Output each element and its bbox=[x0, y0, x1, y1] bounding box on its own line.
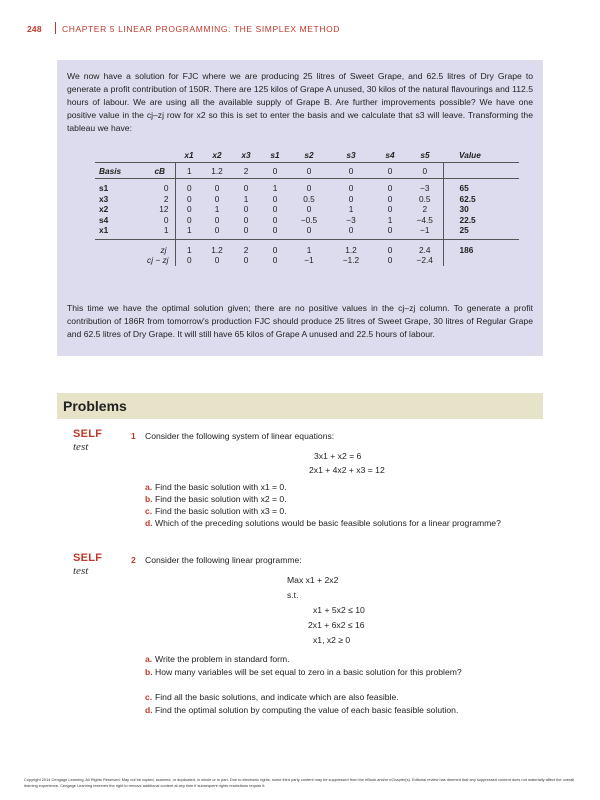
tableau-cj-row bbox=[95, 163, 519, 179]
tableau-cell: 0 bbox=[231, 225, 261, 239]
chapter-title: CHAPTER 5 LINEAR PROGRAMMING: THE SIMPLEX METHOD bbox=[62, 24, 341, 34]
col-s5: s5 bbox=[420, 150, 430, 160]
tableau-cell: 0 bbox=[373, 225, 407, 239]
tableau-cell: 0 bbox=[175, 215, 203, 226]
tableau-cell: 0 bbox=[243, 204, 249, 215]
simplex-tableau bbox=[95, 148, 519, 266]
cb-header: cB bbox=[145, 163, 175, 179]
tableau-cell: 0 bbox=[306, 204, 312, 215]
list-item: a. Write the problem in standard form. bbox=[145, 654, 290, 664]
tableau-cell: 0 bbox=[243, 183, 249, 194]
tableau-cell: −3 bbox=[420, 183, 430, 194]
equation-2: 2x1 + 4x2 + x3 = 12 bbox=[309, 465, 385, 475]
cj-cell: 0 bbox=[289, 163, 329, 179]
tableau-cell: 0 bbox=[175, 204, 203, 215]
basis-cell: x2 bbox=[99, 204, 109, 215]
cj-zj-cell: 0 bbox=[272, 255, 278, 266]
col-value: Value bbox=[459, 150, 481, 160]
example-box bbox=[57, 60, 543, 356]
question-text: Consider the following linear programme: bbox=[145, 555, 302, 565]
question-number: 2 bbox=[131, 555, 136, 565]
tableau-cell: 0 bbox=[214, 214, 220, 225]
tableau-cell: 1 bbox=[243, 193, 249, 204]
tableau-column-headers bbox=[95, 148, 519, 163]
table-row bbox=[95, 204, 519, 215]
table-row bbox=[95, 194, 519, 205]
equation-1: 3x1 + x2 = 6 bbox=[314, 451, 362, 461]
problems-band bbox=[57, 393, 543, 419]
list-item: d. Which of the preceding solutions would be basic feasible solutions for a linear programme? bbox=[145, 518, 501, 528]
value-cell: 22.5 bbox=[443, 215, 519, 226]
tableau-cell: −4.5 bbox=[416, 214, 433, 225]
list-item: b. How many variables will be set equal to zero in a basic solution for this problem? bbox=[145, 667, 462, 677]
tableau-cell: 1 bbox=[348, 204, 354, 215]
tableau-cell: 0 bbox=[387, 204, 393, 215]
cb-cell: 0 bbox=[163, 214, 169, 225]
basis-cell: s4 bbox=[99, 214, 109, 225]
example-intro: We now have a solution for FJC where we are producing 25 litres of Sweet Grape, and 62.5 litres of Dry Grape to generate a profit contribution of 150R. There are 125 kilos of Grape A unused, 30 kilos of the natural flavourings and 112.5 hours of labour. We are using all the available supply of Grape B. Are further improvements possible? We have one positive value in the cj–zj row for x2 so this is set to enter the basis and we calculate that s3 will leave. Transforming the tableau we have: bbox=[67, 71, 533, 133]
cj-zj-cell: −1 bbox=[304, 255, 314, 266]
col-s3: s3 bbox=[346, 150, 356, 160]
tableau-cell: 0 bbox=[203, 225, 231, 239]
tableau-cell: 0 bbox=[175, 194, 203, 205]
list-item: b. Find the basic solution with x2 = 0. bbox=[145, 494, 287, 504]
question-number: 1 bbox=[131, 431, 136, 441]
tableau-cell: 1 bbox=[272, 183, 278, 194]
problems-title: Problems bbox=[63, 398, 127, 414]
cb-cell: 12 bbox=[159, 204, 169, 215]
cj-zj-cell: −1.2 bbox=[342, 255, 360, 266]
value-cell: 25 bbox=[443, 225, 519, 239]
tableau-cell: 1 bbox=[387, 214, 393, 225]
basis-header: Basis bbox=[95, 163, 145, 179]
list-item: a. Find the basic solution with x1 = 0. bbox=[145, 482, 287, 492]
zj-cell: 0 bbox=[272, 244, 278, 255]
list-item: c. Find all the basic solutions, and indicate which are also feasible. bbox=[145, 692, 399, 702]
cb-cell: 0 bbox=[163, 183, 169, 194]
page-number: 248 bbox=[27, 24, 42, 34]
subject-to-label: s.t. bbox=[287, 590, 299, 600]
table-row bbox=[95, 225, 519, 239]
zj-cell: 1 bbox=[306, 244, 312, 255]
cj-zj-cell: 0 bbox=[387, 255, 393, 266]
tableau-cell: 0 bbox=[214, 183, 220, 194]
self-test-label: SELF bbox=[73, 552, 103, 564]
list-item: d. Find the optimal solution by computing the value of each basic feasible solution. bbox=[145, 705, 459, 715]
tableau-cell: −0.5 bbox=[300, 214, 318, 225]
tableau-cell: 0 bbox=[175, 179, 203, 194]
tableau-cell: 0 bbox=[272, 193, 278, 204]
self-test-label: SELF bbox=[73, 428, 103, 440]
zj-row bbox=[95, 239, 519, 255]
example-conclusion: This time we have the optimal solution given; there are no positive values in the cj–zj column. To generate a profit contribution of 186R from tomorrow's production FJC should produce 25 litres of Sweet Grape, 30 litres of Regular Grape and 62.5 litres of Dry Grape. It will still have 65 kilos of Grape A unused and 22.5 hours of labour. bbox=[67, 303, 533, 339]
cj-zj-label: cj − zj bbox=[147, 255, 169, 266]
tableau-cell: 0 bbox=[348, 193, 354, 204]
tableau-cell: 0.5 bbox=[303, 193, 315, 204]
tableau-cell: 1 bbox=[214, 204, 220, 215]
tableau-cell: 2 bbox=[422, 204, 428, 215]
self-test-sublabel: test bbox=[73, 441, 89, 453]
copyright-footer: Copyright 2014 Cengage Learning. All Rights Reserved. May not be copied, scanned, or duplicated, in whole or in part. Due to electronic rights, some third party content may be suppressed from the eBook and/or eChapter(s). Editorial review has deemed that any suppressed content does not materially affect the overall learning experience. Cengage Learning reserves the right to remove additional content at any time if subsequent rights restrictions require it. bbox=[24, 777, 575, 788]
cj-zj-cell: −2.4 bbox=[416, 255, 433, 266]
tableau-cell: 0 bbox=[387, 193, 393, 204]
zj-cell: 0 bbox=[387, 244, 393, 255]
zj-label: zj bbox=[160, 244, 167, 255]
tableau-cell: 0 bbox=[289, 225, 329, 239]
tableau-cell: 0 bbox=[387, 183, 393, 194]
tableau-cell: −1 bbox=[407, 225, 443, 239]
cj-cell: 0 bbox=[329, 163, 373, 179]
objective-function: Max x1 + 2x2 bbox=[287, 575, 339, 585]
zj-cell: 1.2 bbox=[345, 244, 357, 255]
col-x2: x2 bbox=[212, 150, 222, 160]
col-s4: s4 bbox=[385, 150, 395, 160]
tableau-cell: 0 bbox=[329, 225, 373, 239]
value-cell: 65 bbox=[443, 179, 519, 194]
tableau-cell: −3 bbox=[346, 214, 356, 225]
basis-cell: x3 bbox=[99, 193, 109, 204]
cb-cell: 2 bbox=[163, 193, 169, 204]
zj-cell: 2.4 bbox=[418, 244, 431, 255]
cj-zj-cell: 0 bbox=[175, 255, 203, 266]
header-divider bbox=[55, 22, 56, 34]
constraint-2: 2x1 + 6x2 ≤ 16 bbox=[308, 620, 365, 630]
running-header bbox=[27, 24, 341, 34]
basis-cell: x1 bbox=[95, 225, 145, 239]
zj-cell: 1 bbox=[175, 239, 203, 255]
tableau-cell: 0 bbox=[348, 183, 354, 194]
tableau-cell: 1 bbox=[175, 225, 203, 239]
cj-zj-cell: 0 bbox=[214, 255, 220, 266]
tableau-cell: 0 bbox=[272, 214, 278, 225]
cj-zj-row bbox=[95, 255, 519, 266]
self-test-sublabel: test bbox=[73, 565, 89, 577]
zj-cell: 2 bbox=[243, 244, 249, 255]
cj-cell: 1 bbox=[175, 163, 203, 179]
cb-cell: 1 bbox=[145, 225, 175, 239]
tableau-cell: 0 bbox=[306, 183, 312, 194]
value-cell: 62.5 bbox=[443, 194, 519, 205]
cj-cell: 0 bbox=[261, 163, 289, 179]
zj-cell: 1.2 bbox=[211, 244, 223, 255]
table-row bbox=[95, 179, 519, 194]
col-x3: x3 bbox=[241, 150, 251, 160]
zj-value: 186 bbox=[443, 239, 519, 255]
value-cell: 30 bbox=[443, 204, 519, 215]
question-text: Consider the following system of linear equations: bbox=[145, 431, 335, 441]
tableau-cell: 0 bbox=[261, 225, 289, 239]
col-s1: s1 bbox=[270, 150, 280, 160]
tableau-cell: 0 bbox=[214, 193, 220, 204]
tableau-cell: 0 bbox=[272, 204, 278, 215]
cj-zj-cell: 0 bbox=[243, 255, 249, 266]
tableau-cell: 0 bbox=[243, 214, 249, 225]
list-item: c. Find the basic solution with x3 = 0. bbox=[145, 506, 287, 516]
cj-cell: 2 bbox=[231, 163, 261, 179]
constraint-3: x1, x2 ≥ 0 bbox=[313, 635, 351, 645]
basis-cell: s1 bbox=[99, 183, 109, 194]
tableau-cell: 0.5 bbox=[418, 193, 431, 204]
table-row bbox=[95, 215, 519, 226]
col-x1: x1 bbox=[184, 150, 194, 160]
cj-cell: 1.2 bbox=[203, 163, 231, 179]
col-s2: s2 bbox=[304, 150, 314, 160]
cj-cell: 0 bbox=[373, 163, 407, 179]
cj-cell: 0 bbox=[407, 163, 443, 179]
constraint-1: x1 + 5x2 ≤ 10 bbox=[313, 605, 365, 615]
